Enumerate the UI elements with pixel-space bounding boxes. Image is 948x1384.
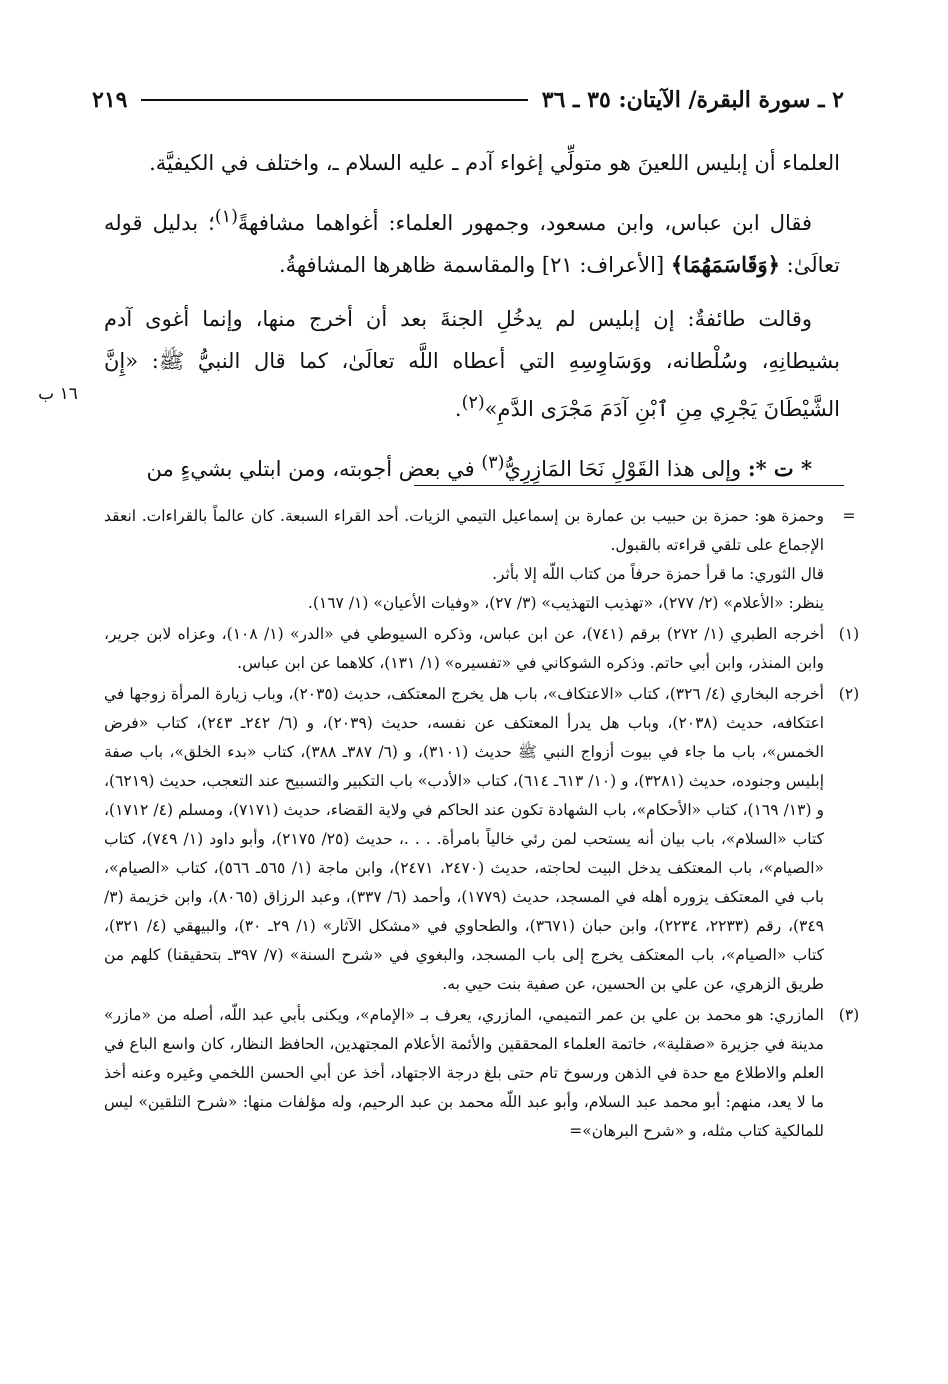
footnote-separator [414,485,844,486]
paragraph-4 [104,442,840,490]
footnote-continued [104,502,874,618]
footnote-body [104,680,824,999]
footnote-body [104,1001,824,1146]
footnote-line: وحمزة هو: حمزة بن حبيب بن عمارة بن إسماعيل التيمي الزيات. أحد القراء السبعة. كان عالماً بالقراءات. انعقد الإجماع على تلقي قراءته بالقبول. [104,507,824,554]
paragraph-1 [104,142,840,184]
footnote-3 [104,1001,874,1146]
footnote-mark: (٢) [838,685,860,703]
page-header [92,82,844,118]
footnote-line: المازري: هو محمد بن علي بن عمر التميمي، المازري، يعرف بـ «الإمام»، ويكنى بأبي عبد اللّه، أصله من «مازر» مدينة في جزيرة «صقلية»، خاتمة العلماء المحققين والأئمة الأعلام المجتهدين، الحافظ النظار، كان واسع الباع في العلم والاطلاع مع حدة في الذهن ورسوخ تام حتى بلغ درجة الاجتهاد، أخذ عن أبي الحسن اللخمي وغيره وعنه أخذ ما لا يعد، منهم: أبو محمد عبد السلام، وأبو عبد اللّه محمد بن عبد الرحيم، وله مؤلفات منها: «شرح التلقين» ليس للمالكية كتاب مثله، و «شرح البرهان»= [104,1006,824,1140]
paragraph-2-text-b: ؛ بدليل قوله تعالَىٰ: [104,211,840,277]
footnote-line: أخرجه الطبري (١/ ٢٧٢) برقم (٧٤١)، عن ابن عباس، وذكره السيوطي في «الدر» (١/ ١٠٨)، وعزاه لابن جرير، وابن المنذر، وابن أبي حاتم. وذكره الشوكاني في «تفسيره» (١/ ١٣١)، كلاهما عن ابن عباس. [104,625,825,672]
footnote-line: ينظر: «الأعلام» (٢/ ٢٧٧)، «تهذيب التهذيب» (٣/ ٢٧)، «وفيات الأعيان» (١/ ١٦٧). [307,594,824,612]
paragraph-3-text-a: وقالت طائفةٌ: إن إبليس لم يدخُلِ الجنةَ بعد أن أخرج منها، وإنما أغوى آدم بشيطانِهِ، وسُلْطانه، ووَسَاوِسِهِ التي أعطاه اللَّه تعالَىٰ، كما قال النبيُّ ﷺ: «إِنَّ الشَّيْطَانَ يَجْرِي مِنِ ٱبْنِ آدَمَ مَجْرَى الدَّمِ» [104,307,840,421]
footnote-mark: (١) [838,625,860,643]
paragraph-3 [104,298,840,430]
quran-quote: ﴿وَقَاسَمَهُمَا﴾ [670,252,780,277]
paragraph-2-text-a: فقال ابن عباس، وابن مسعود، وجمهور العلماء: أغواهما مشافهةً [237,211,813,235]
paragraph-3-text-b: . [454,397,462,421]
author-marker: * ت *: [747,456,812,481]
main-text [104,142,840,502]
page-number: ٢١٩ [92,87,128,113]
footnote-ref-3[interactable]: (٣) [481,453,505,473]
paragraph-4-text-a: وإلى هذا القَوْلِ نَحَا المَازِرِيُّ [504,457,748,481]
footnote-ref-1[interactable]: (١) [214,207,238,227]
footnote-line: أخرجه البخاري (٤/ ٣٢٦)، كتاب «الاعتكاف»، باب هل يخرج المعتكف، حديث (٢٠٣٥)، وباب زيارة المرأة زوجها في اعتكافه، حديث (٢٠٣٨)، وباب هل يدرأ المعتكف عن نفسه، حديث (٢٠٣٩)، و (٦/ ٢٤٢ـ ٢٤٣)، كتاب «فرض الخمس»، باب ما جاء في بيوت أزواج النبي ﷺ حديث (٣١٠١)، و (٦/ ٣٨٧ـ ٣٨٨)، كتاب «بدء الخلق»، باب صفة إبليس وجنوده، حديث (٣٢٨١)، و (١٠/ ٦١٣ـ ٦١٤)، كتاب «الأدب» باب التكبير والتسبيح عند التعجب، حديث (٦٢١٩)، و (١٣/ ١٦٩)، كتاب «الأحكام»، باب الشهادة تكون عند الحاكم في ولاية القضاء، حديث (٧١٧١)، ومسلم (٤/ ١٧١٢)، كتاب «السلام»، باب بيان أنه يستحب لمن رئي خالياً بامرأة. . . .، حديث (٢٥/ ٢١٧٥)، وأبو داود (١/ ٧٤٩)، كتاب «الصيام»، باب المعتكف يدخل البيت لحاجته، حديث (٢٤٧٠، ٢٤٧١)، وابن ماجة (١/ ٥٦٥ـ ٥٦٦)، كتاب «الصيام»، باب في المعتكف يزوره أهله في المسجد، حديث (١٧٧٩)، وأحمد (٦/ ٣٣٧)، وعبد الرزاق (٨٠٦٥)، وابن خزيمة (٣/ ٣٤٩)، رقم (٢٢٣٣، ٢٢٣٤)، وابن حبان (٣٦٧١)، والطحاوي في «مشكل الآثار» (١/ ٢٩ـ ٣٠)، والبيهقي (٤/ ٣٢١)، كتاب «الصيام»، باب المعتكف يخرج إلى باب المسجد، والبغوي في «شرح السنة» (٧/ ٣٩٧ـ بتحقيقنا) كلهم من طريق الزهري، عن علي بن الحسين، عن صفية بنت حيي به. [104,685,825,993]
footnotes [104,502,874,1148]
footnote-body [104,620,824,678]
footnote-mark: = [842,507,856,525]
footnote-line: قال الثوري: ما قرأ حمزة حرفاً من كتاب اللّه إلا بأثر. [492,565,824,583]
footnote-body [104,502,824,618]
running-title: ٢ ـ سورة البقرة/ الآيتان: ٣٥ ـ ٣٦ [541,87,844,113]
paragraph-2-text-c: [الأعراف: ٢١] والمقاسمة ظاهرها المشافهةُ. [278,253,671,277]
paragraph-2 [104,196,840,286]
footnote-mark: (٣) [838,1006,860,1024]
footnote-2 [104,680,874,999]
paragraph-4-text-b: في بعض أجوبته، ومن ابتلي بشيءٍ من [146,457,482,481]
manuscript-folio-note: ١٦ ب [38,384,78,404]
footnote-1 [104,620,874,678]
footnote-ref-2[interactable]: (٢) [461,393,485,413]
paragraph-1-text: العلماء أن إبليس اللعينَ هو متولِّي إغواء آدم ـ عليه السلام ـ، واختلف في الكيفيَّة. [149,151,840,175]
header-rule [141,99,527,101]
